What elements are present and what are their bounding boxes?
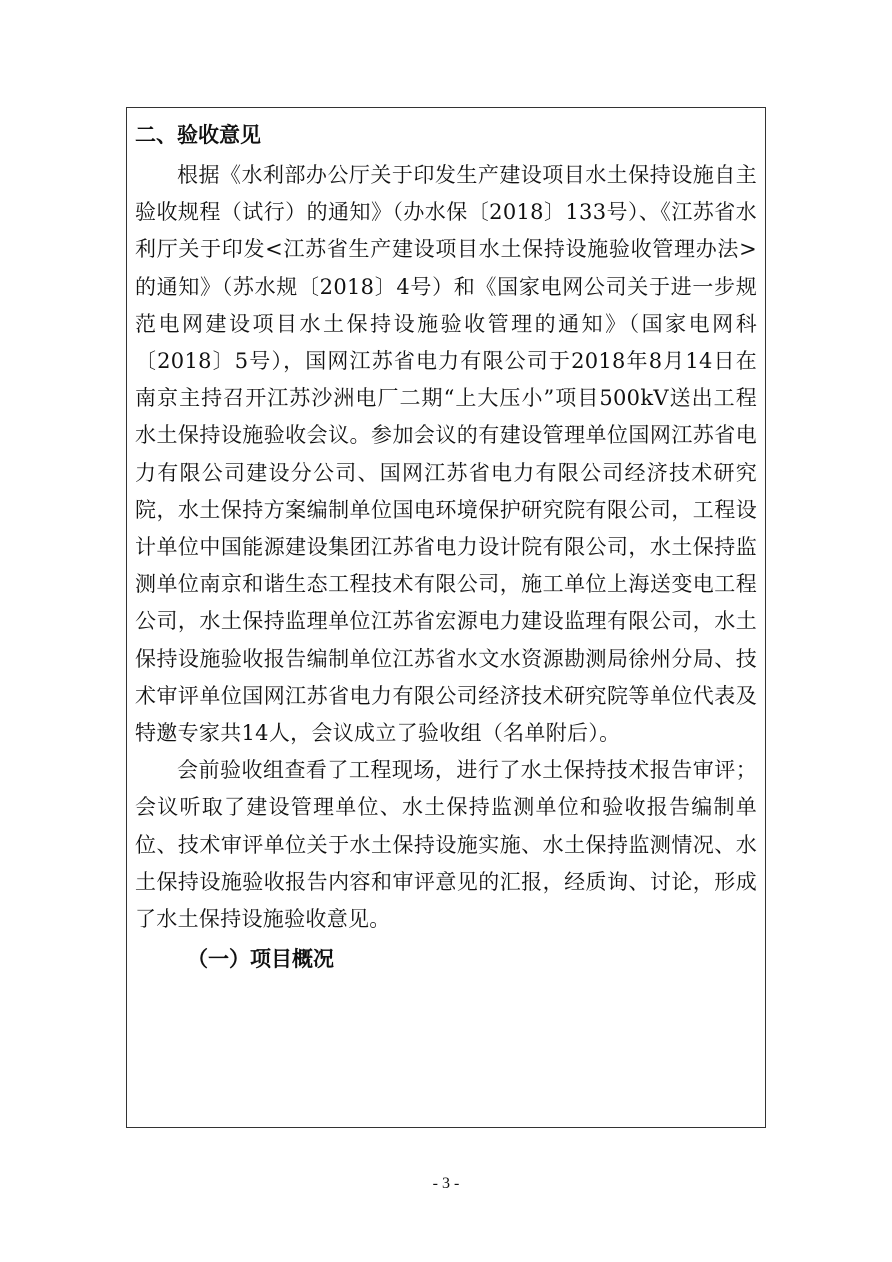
paragraph-basis: 根据《水利部办公厅关于印发生产建设项目水土保持设施自主验收规程（试行）的通知》（办水保〔2018〕133号）、《江苏省水利厅关于印发<江苏省生产建设项目水土保持设施验收管理办法>的通知》（苏水规〔2018〕4号）和《国家电网公司关于进一步规范电网建设项目水土保持设施验收管理的通知》（国家电网科〔2018〕5号），国网江苏省电力有限公司于2018年8月14日在南京主持召开江苏沙洲电厂二期“上大压小”项目500kV送出工程水土保持设施验收会议。参加会议的有建设管理单位国网江苏省电力有限公司建设分公司、国网江苏省电力有限公司经济技术研究院，水土保持方案编制单位国电环境保护研究院有限公司，工程设计单位中国能源建设集团江苏省电力设计院有限公司，水土保持监测单位南京和谐生态工程技术有限公司，施工单位上海送变电工程公司，水土保持监理单位江苏省宏源电力建设监理有限公司，水土保持设施验收报告编制单位江苏省水文水资源勘测局徐州分局、技术审评单位国网江苏省电力有限公司经济技术研究院等单位代表及特邀专家共14人，会议成立了验收组（名单附后）。 — [135, 163, 757, 746]
subsection-heading-project-overview: （一）项目概况 — [187, 946, 334, 972]
section-heading: 二、验收意见 — [135, 122, 261, 147]
document-body — [135, 115, 757, 977]
page-number: - 3 - — [432, 1175, 460, 1192]
paragraph-meeting-process: 会前验收组查看了工程现场，进行了水土保持技术报告审评；会议听取了建设管理单位、水土保持监测单位和验收报告编制单位、技术审评单位关于水土保持设施实施、水土保持监测情况、水土保持设施验收报告内容和审评意见的汇报，经质询、讨论，形成了水土保持设施验收意见。 — [135, 758, 757, 932]
